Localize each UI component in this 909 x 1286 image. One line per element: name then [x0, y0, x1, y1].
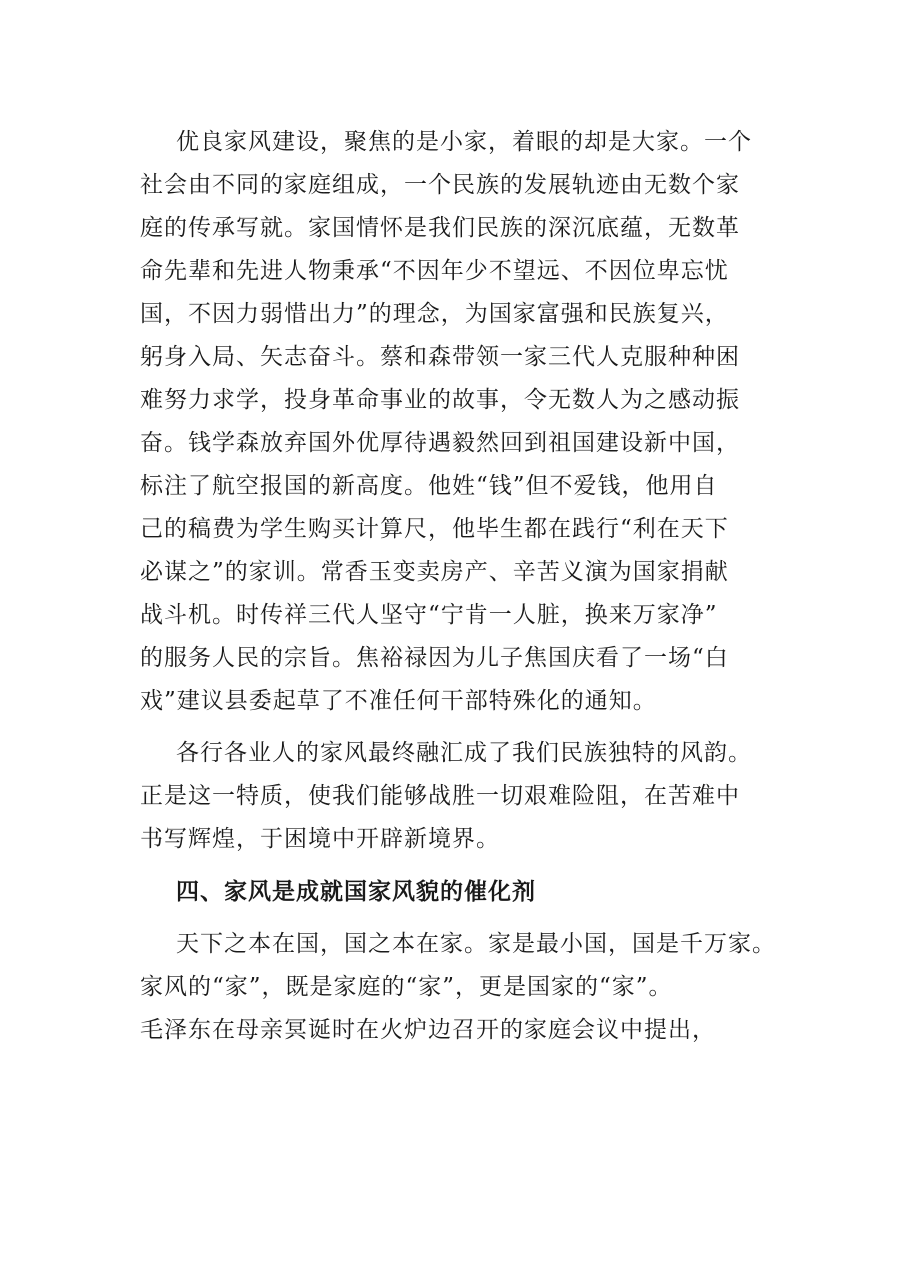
paragraph-line: 庭的传承写就。家国情怀是我们民族的深沉底蕴，无数革	[140, 215, 740, 241]
paragraph-line: 己的稿费为学生购买计算尺，他毕生都在践行“利在天下	[140, 516, 729, 542]
paragraph-line: 必谋之”的家训。常香玉变卖房产、辛苦义演为国家捐献	[140, 559, 729, 585]
paragraph-line: 标注了航空报国的新高度。他姓“钱”但不爱钱，他用自	[140, 473, 718, 499]
paragraph-line: 奋。钱学森放弃国外优厚待遇毅然回到祖国建设新中国，	[140, 430, 740, 456]
section-heading: 四、家风是成就国家风貌的催化剂	[176, 879, 536, 905]
paragraph-line: 命先辈和先进人物秉承“不因年少不望远、不因位卑忘忧	[140, 258, 729, 284]
paragraph-line: 各行各业人的家风最终融汇成了我们民族独特的风韵。	[176, 740, 752, 766]
paragraph-line: 书写辉煌，于困境中开辟新境界。	[140, 826, 500, 852]
paragraph-line: 正是这一特质，使我们能够战胜一切艰难险阻，在苦难中	[140, 783, 740, 809]
paragraph-line: 优良家风建设，聚焦的是小家，着眼的却是大家。一个	[176, 129, 752, 155]
paragraph-line: 国，不因力弱惜出力”的理念，为国家富强和民族复兴，	[140, 301, 729, 327]
paragraph-line: 战斗机。时传祥三代人坚守“宁肯一人脏，换来万家净”	[140, 602, 718, 628]
paragraph-line: 戏”建议县委起草了不准任何干部特殊化的通知。	[140, 688, 657, 714]
paragraph-line: 家风的“家”，既是家庭的“家”，更是国家的“家”。	[140, 974, 673, 1000]
paragraph-line: 躬身入局、矢志奋斗。蔡和森带领一家三代人克服种种困	[140, 344, 740, 370]
paragraph-line: 难努力求学，投身革命事业的故事，令无数人为之感动振	[140, 387, 740, 413]
paragraph-line: 毛泽东在母亲冥诞时在火炉边召开的家庭会议中提出，	[140, 1017, 716, 1043]
paragraph-line: 的服务人民的宗旨。焦裕禄因为儿子焦国庆看了一场“白	[140, 645, 729, 671]
paragraph-line: 天下之本在国，国之本在家。家是最小国，国是千万家。	[176, 931, 776, 957]
paragraph-line: 社会由不同的家庭组成，一个民族的发展轨迹由无数个家	[140, 172, 740, 198]
